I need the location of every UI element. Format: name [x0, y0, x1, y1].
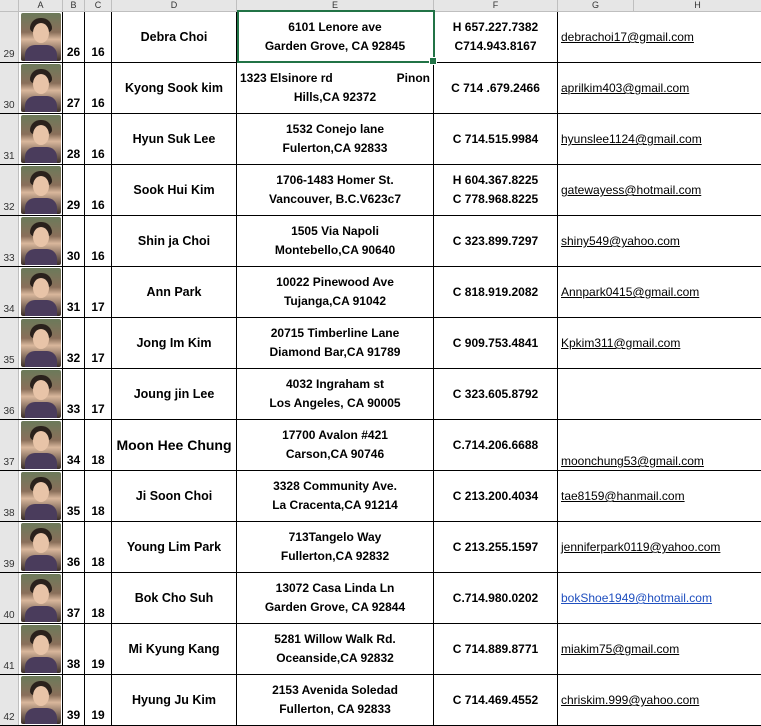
member-number-cell[interactable]: 37	[63, 573, 85, 623]
email-cell[interactable]	[558, 522, 761, 572]
email-cell[interactable]	[558, 624, 761, 674]
member-number-cell[interactable]: 26	[63, 12, 85, 62]
phone-cell[interactable]	[434, 114, 558, 164]
email-cell[interactable]	[558, 165, 761, 215]
address-line2: Fulerton,CA 92833	[282, 141, 388, 155]
address-line2: Oceanside,CA 92832	[276, 651, 394, 665]
member-photo	[21, 166, 61, 214]
name-cell[interactable]: Kyong Sook kim	[112, 63, 237, 113]
group-number-cell[interactable]: 16	[85, 114, 112, 164]
address-line1: 13072 Casa Linda Ln	[275, 581, 395, 595]
member-number-cell[interactable]: 28	[63, 114, 85, 164]
email-cell[interactable]	[558, 63, 761, 113]
phone-cell[interactable]	[434, 420, 558, 470]
group-number-cell[interactable]: 19	[85, 624, 112, 674]
member-number-cell[interactable]: 35	[63, 471, 85, 521]
table-row	[0, 624, 761, 675]
column-header-h[interactable]: H	[694, 0, 701, 10]
phone-line1: C 714.469.4552	[452, 692, 539, 707]
address-line1: 1505 Via Napoli	[291, 224, 379, 238]
row-header[interactable]: 41	[0, 624, 19, 674]
member-number-cell[interactable]: 32	[63, 318, 85, 368]
address-cell[interactable]	[237, 369, 434, 419]
row-header[interactable]: 30	[0, 63, 19, 113]
address-line1: 3328 Community Ave.	[273, 479, 397, 493]
phone-cell[interactable]	[434, 165, 558, 215]
email-link[interactable]: miakim75@gmail.com	[561, 642, 680, 656]
phone-cell[interactable]	[434, 675, 558, 725]
address-line2: La Cracenta,CA 91214	[272, 498, 398, 512]
row-header[interactable]: 29	[0, 12, 19, 62]
group-number-cell[interactable]: 19	[85, 675, 112, 725]
name-cell[interactable]: Sook Hui Kim	[112, 165, 237, 215]
address-cell[interactable]	[237, 216, 434, 266]
member-photo	[21, 64, 61, 112]
column-header-c[interactable]: C	[85, 0, 112, 11]
group-number-cell[interactable]: 18	[85, 471, 112, 521]
phone-line1: C 213.200.4034	[452, 488, 539, 503]
photo-cell[interactable]	[19, 624, 63, 674]
column-header-f[interactable]: F	[434, 0, 558, 11]
email-cell[interactable]	[558, 369, 761, 419]
address-line1: 4032 Ingraham st	[285, 377, 385, 391]
table-body	[0, 12, 761, 726]
column-header-d[interactable]: D	[112, 0, 237, 11]
photo-cell[interactable]	[19, 165, 63, 215]
member-photo	[21, 217, 61, 265]
phone-cell[interactable]	[434, 369, 558, 419]
address-line2: Garden Grove, CA 92845	[264, 39, 406, 53]
photo-cell[interactable]	[19, 369, 63, 419]
table-row	[0, 522, 761, 573]
group-number-cell[interactable]: 17	[85, 369, 112, 419]
email-link[interactable]: chriskim.999@yahoo.com	[561, 693, 700, 707]
table-row	[0, 573, 761, 624]
row-header[interactable]: 40	[0, 573, 19, 623]
email-link[interactable]: jenniferpark0119@yahoo.com	[561, 540, 721, 554]
member-photo	[21, 319, 61, 367]
phone-cell[interactable]	[434, 522, 558, 572]
address-line2: Diamond Bar,CA 91789	[269, 345, 401, 359]
group-number-cell[interactable]: 16	[85, 12, 112, 62]
email-link[interactable]: Kpkim311@gmail.com	[561, 336, 681, 350]
row-header[interactable]: 35	[0, 318, 19, 368]
member-number-cell[interactable]: 31	[63, 267, 85, 317]
column-header-bar	[0, 0, 761, 12]
photo-cell[interactable]	[19, 471, 63, 521]
email-link[interactable]: debrachoi17@gmail.com	[561, 30, 694, 44]
member-photo	[21, 421, 61, 469]
group-number-cell[interactable]: 16	[85, 165, 112, 215]
row-header[interactable]: 37	[0, 420, 19, 470]
address-cell[interactable]	[237, 675, 434, 725]
photo-cell[interactable]	[19, 522, 63, 572]
email-link[interactable]: hyunslee1124@gmail.com	[561, 132, 702, 146]
address-line1-tail: Pinon	[396, 71, 430, 85]
photo-cell[interactable]	[19, 318, 63, 368]
address-cell[interactable]	[237, 165, 434, 215]
address-line1: 2153 Avenida Soledad	[272, 683, 398, 697]
member-number-cell[interactable]: 30	[63, 216, 85, 266]
member-photo	[21, 13, 61, 61]
table-row	[0, 369, 761, 420]
phone-line1: C.714.206.6688	[452, 437, 539, 452]
photo-cell[interactable]	[19, 420, 63, 470]
table-row	[0, 63, 761, 114]
column-header-g[interactable]: G	[558, 0, 634, 11]
address-cell[interactable]	[237, 63, 434, 113]
name-cell[interactable]: Ji Soon Choi	[112, 471, 237, 521]
name-cell[interactable]: Young Lim Park	[112, 522, 237, 572]
row-header[interactable]: 38	[0, 471, 19, 521]
member-photo	[21, 523, 61, 571]
member-photo	[21, 574, 61, 622]
address-line2: Vancouver, B.C.V623c7	[268, 192, 402, 206]
phone-line1: C 323.899.7297	[452, 233, 539, 248]
member-photo	[21, 268, 61, 316]
address-line2: Fullerton,CA 92832	[280, 549, 390, 563]
row-header[interactable]: 34	[0, 267, 19, 317]
email-cell[interactable]	[558, 318, 761, 368]
email-link[interactable]: tae8159@hanmail.com	[561, 489, 685, 503]
member-photo	[21, 676, 61, 724]
address-line1: 17700 Avalon #421	[282, 428, 388, 442]
phone-line1: C 818.919.2082	[452, 284, 539, 299]
member-number-cell[interactable]: 36	[63, 522, 85, 572]
member-number-cell[interactable]: 33	[63, 369, 85, 419]
phone-cell[interactable]	[434, 12, 558, 62]
address-line2: Montebello,CA 90640	[274, 243, 396, 257]
photo-cell[interactable]	[19, 267, 63, 317]
column-header-b[interactable]: B	[63, 0, 85, 11]
phone-line1: C.714.980.0202	[452, 590, 539, 605]
name-cell[interactable]: Mi Kyung Kang	[112, 624, 237, 674]
table-row	[0, 318, 761, 369]
phone-line2: C 778.968.8225	[452, 192, 539, 206]
table-row	[0, 675, 761, 726]
name-cell[interactable]: Hyun Suk Lee	[112, 114, 237, 164]
phone-cell[interactable]	[434, 63, 558, 113]
name-cell[interactable]: Ann Park	[112, 267, 237, 317]
email-cell[interactable]	[558, 216, 761, 266]
email-link[interactable]: aprilkim403@gmail.com	[561, 81, 690, 95]
member-number-cell[interactable]: 39	[63, 675, 85, 725]
address-line1: 713Tangelo Way	[288, 530, 382, 544]
table-row	[0, 420, 761, 471]
group-number-cell[interactable]: 18	[85, 420, 112, 470]
photo-cell[interactable]	[19, 12, 63, 62]
group-number-cell[interactable]: 16	[85, 63, 112, 113]
address-line1: 1706-1483 Homer St.	[276, 173, 394, 187]
group-number-cell[interactable]: 16	[85, 216, 112, 266]
address-line2: Los Angeles, CA 90005	[269, 396, 401, 410]
address-cell[interactable]	[237, 12, 434, 62]
name-cell[interactable]: Moon Hee Chung	[112, 420, 237, 470]
photo-cell[interactable]	[19, 114, 63, 164]
email-cell[interactable]	[558, 420, 761, 470]
name-cell[interactable]: Debra Choi	[112, 12, 237, 62]
address-cell[interactable]	[237, 318, 434, 368]
email-link[interactable]: shiny549@yahoo.com	[561, 234, 680, 248]
phone-line1: C 909.753.4841	[452, 335, 539, 350]
email-link[interactable]: gatewayess@hotmail.com	[561, 183, 702, 197]
member-photo	[21, 370, 61, 418]
table-row	[0, 471, 761, 522]
column-header-e[interactable]: E	[237, 0, 434, 11]
address-cell[interactable]	[237, 522, 434, 572]
group-number-cell[interactable]: 18	[85, 522, 112, 572]
phone-line1: H 604.367.8225	[452, 173, 539, 187]
member-photo	[21, 625, 61, 673]
table-row	[0, 12, 761, 63]
row-header[interactable]: 39	[0, 522, 19, 572]
address-cell[interactable]	[237, 420, 434, 470]
phone-line1: C 714.889.8771	[452, 641, 539, 656]
phone-line1: C 323.605.8792	[452, 386, 539, 401]
photo-cell[interactable]	[19, 63, 63, 113]
address-line1: 6101 Lenore ave	[288, 20, 382, 34]
table-row	[0, 267, 761, 318]
phone-line1: C 714 .679.2466	[451, 80, 540, 95]
address-line2: Fullerton, CA 92833	[279, 702, 391, 716]
email-cell[interactable]	[558, 12, 761, 62]
email-cell[interactable]	[558, 675, 761, 725]
phone-cell[interactable]	[434, 471, 558, 521]
address-cell[interactable]	[237, 573, 434, 623]
member-number-cell[interactable]: 34	[63, 420, 85, 470]
group-number-cell[interactable]: 17	[85, 267, 112, 317]
column-header-a[interactable]: A	[19, 0, 63, 11]
member-photo	[21, 115, 61, 163]
phone-line1: H 657.227.7382	[452, 20, 539, 34]
phone-line1: C 714.515.9984	[452, 131, 539, 146]
row-header[interactable]: 36	[0, 369, 19, 419]
member-number-cell[interactable]: 38	[63, 624, 85, 674]
address-cell[interactable]	[237, 267, 434, 317]
photo-cell[interactable]	[19, 216, 63, 266]
row-header[interactable]: 31	[0, 114, 19, 164]
table-row	[0, 165, 761, 216]
table-row	[0, 216, 761, 267]
name-cell[interactable]: Hyung Ju Kim	[112, 675, 237, 725]
row-header[interactable]: 33	[0, 216, 19, 266]
member-number-cell[interactable]: 27	[63, 63, 85, 113]
address-cell[interactable]	[237, 114, 434, 164]
address-line1-part: 1323 Elsinore rd	[240, 71, 333, 85]
address-line2: Hills,CA 92372	[293, 90, 377, 104]
address-cell[interactable]	[237, 471, 434, 521]
row-header[interactable]: 32	[0, 165, 19, 215]
email-link[interactable]: bokShoe1949@hotmail.com	[561, 591, 712, 605]
address-line1: 10022 Pinewood Ave	[276, 275, 394, 289]
address-line1: 5281 Willow Walk Rd.	[274, 632, 396, 646]
address-cell[interactable]	[237, 624, 434, 674]
phone-cell[interactable]	[434, 573, 558, 623]
group-number-cell[interactable]: 18	[85, 573, 112, 623]
group-number-cell[interactable]: 17	[85, 318, 112, 368]
email-cell[interactable]	[558, 267, 761, 317]
member-photo	[21, 472, 61, 520]
phone-cell[interactable]	[434, 216, 558, 266]
phone-cell[interactable]	[434, 318, 558, 368]
address-line2: Garden Grove, CA 92844	[264, 600, 406, 614]
phone-line1: C 213.255.1597	[452, 539, 539, 554]
phone-cell[interactable]	[434, 267, 558, 317]
address-line1	[240, 69, 430, 88]
name-cell[interactable]: Joung jin Lee	[112, 369, 237, 419]
table-row	[0, 114, 761, 165]
name-cell[interactable]: Shin ja Choi	[112, 216, 237, 266]
phone-cell[interactable]	[434, 624, 558, 674]
address-line1: 20715 Timberline Lane	[270, 326, 400, 340]
phone-line2: C714.943.8167	[454, 39, 537, 53]
email-link[interactable]: moonchung53@gmail.com	[561, 454, 704, 468]
address-line2: Tujanga,CA 91042	[283, 294, 387, 308]
email-cell[interactable]	[558, 114, 761, 164]
address-line1: 1532 Conejo lane	[285, 122, 385, 136]
photo-cell[interactable]	[19, 675, 63, 725]
email-link[interactable]: Annpark0415@gmail.com	[561, 285, 700, 299]
photo-cell[interactable]	[19, 573, 63, 623]
name-cell[interactable]: Jong Im Kim	[112, 318, 237, 368]
email-cell[interactable]	[558, 573, 761, 623]
row-header[interactable]: 42	[0, 675, 19, 725]
email-cell[interactable]	[558, 471, 761, 521]
address-line2: Carson,CA 90746	[285, 447, 385, 461]
name-cell[interactable]: Bok Cho Suh	[112, 573, 237, 623]
member-number-cell[interactable]: 29	[63, 165, 85, 215]
select-all-corner[interactable]	[0, 0, 19, 11]
